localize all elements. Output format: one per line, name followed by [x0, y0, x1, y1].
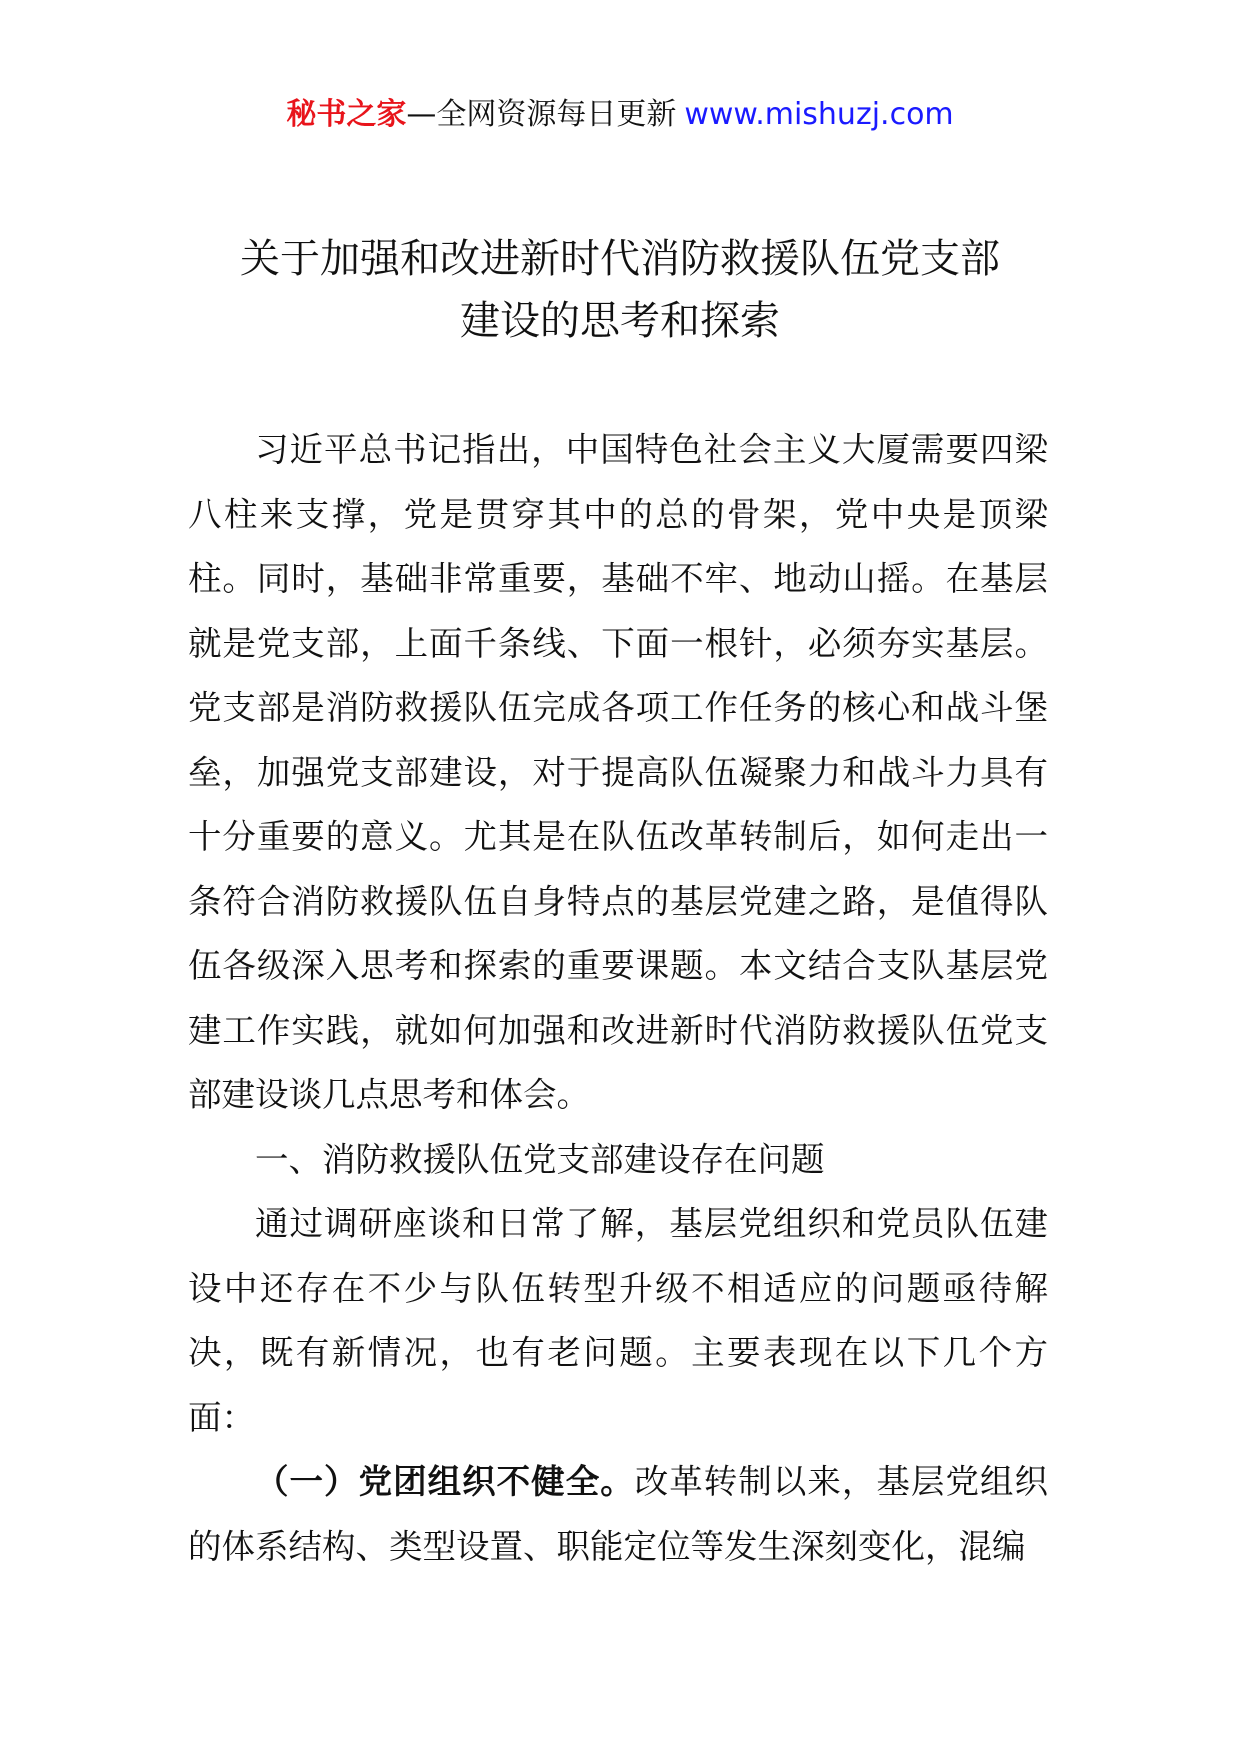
paragraph-overview: 通过调研座谈和日常了解，基层党组织和党员队伍建设中还存在不少与队伍转型升级不相适应的问题亟待解决，既有新情况，也有老问题。主要表现在以下几个方面： [188, 1204, 1048, 1437]
document-body [188, 418, 1048, 1579]
paragraph-intro: 习近平总书记指出，中国特色社会主义大厦需要四梁八柱来支撑，党是贯穿其中的总的骨架，党中央是顶梁柱。同时，基础非常重要，基础不牢、地动山摇。在基层就是党支部，上面千条线、下面一根针，必须夯实基层。党支部是消防救援队伍完成各项工作任务的核心和战斗堡垒，加强党支部建设，对于提高队伍凝聚力和战斗力具有十分重要的意义。尤其是在队伍改革转制后，如何走出一条符合消防救援队伍自身特点的基层党建之路，是值得队伍各级深入思考和探索的重要课题。本文结合支队基层党建工作实践，就如何加强和改进新时代消防救援队伍党支部建设谈几点思考和体会。 [188, 430, 1048, 1114]
document-title [0, 228, 1240, 352]
watermark-header [0, 95, 1240, 135]
subsection-text-1: 改革转制以来，基层党组织的体系结构、类型设置、职能定位等发生深刻变化，混编 [188, 1462, 1049, 1566]
site-url[interactable]: www.mishuzj.com [684, 97, 954, 132]
subsection-heading-1: （一）党团组织不健全 [255, 1462, 601, 1501]
title-line-2: 建设的思考和探索 [460, 298, 780, 344]
title-line-1: 关于加强和改进新时代消防救援队伍党支部 [240, 236, 1000, 282]
section-heading-1: 一、消防救援队伍党支部建设存在问题 [255, 1139, 825, 1179]
brand-name: 秘书之家 [286, 97, 407, 132]
brand-slogan: —全网资源每日更新 [406, 97, 677, 132]
paragraph-sub1: （一）党团组织不健全。改革转制以来，基层党组织的体系结构、类型设置、职能定位等发生深刻变化，混编 [188, 1462, 1049, 1566]
